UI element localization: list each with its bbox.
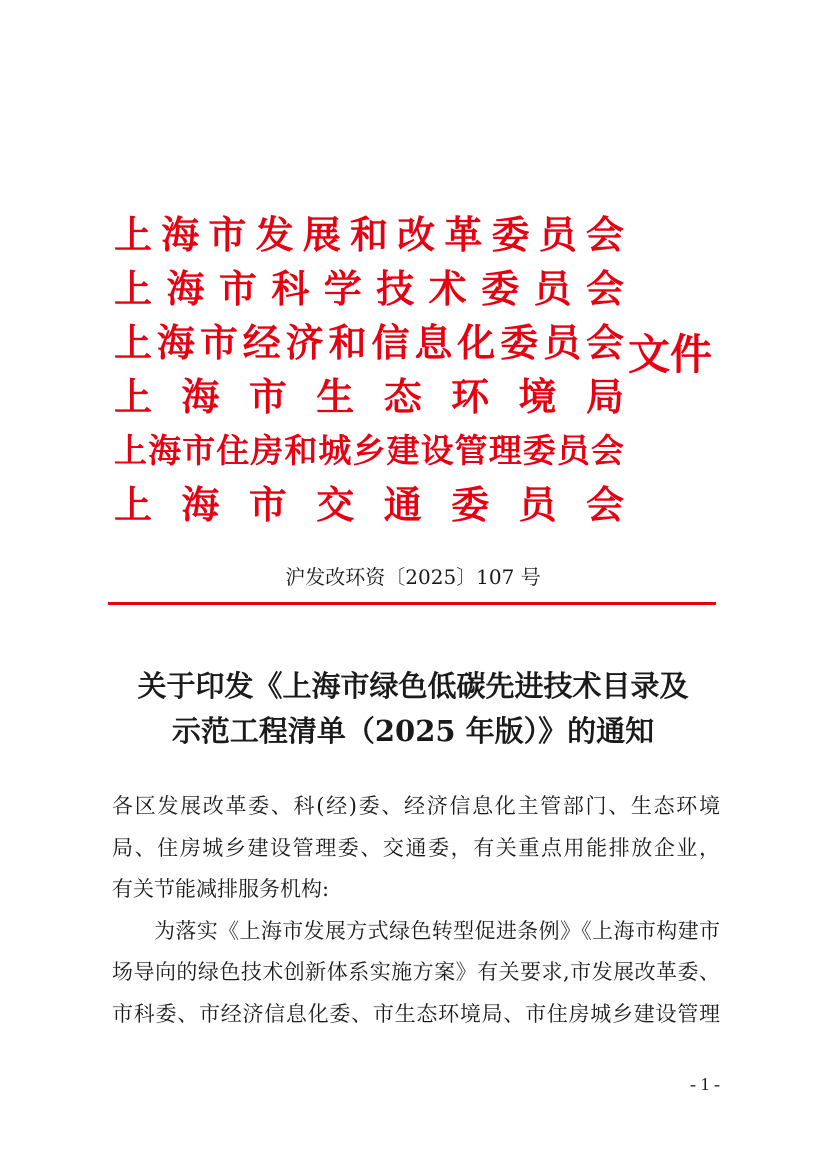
issuer-line: 上 海 市 交 通 委 员 会: [114, 482, 624, 527]
paragraph-line: 为落实《上海市发展方式绿色转型促进条例》《上海市构建市: [154, 918, 720, 943]
page-number: - 1 -: [690, 1074, 720, 1094]
notice-title: [80, 664, 746, 754]
issuer-line: 上 海 市 科 学 技 术 委 员 会: [114, 266, 624, 311]
addressee-line: 有关节能减排服务机构:: [112, 877, 330, 901]
addressee-line: 局、住房城乡建设管理委、交通委，有关重点用能排放企业，: [112, 835, 720, 860]
paragraph-line: 市科委、市经济信息化委、市生态环境局、市住房城乡建设管理: [112, 1001, 720, 1026]
issuer-line: 上 海 市 住 房 和 城 乡 建 设 管 理 委 员 会: [114, 431, 624, 470]
document-word: 文件: [628, 330, 713, 379]
title-line: 示范工程清单（2025 年版）》的通知: [171, 714, 655, 748]
issuer-line: 上 海 市 生 态 环 境 局: [114, 374, 624, 419]
title-line: 关于印发《上海市绿色低碳先进技术目录及: [137, 669, 689, 703]
addressee-line: 各区发展改革委、科(经)委、经济信息化主管部门、生态环境: [112, 794, 720, 818]
red-divider-line: [108, 602, 716, 605]
issuer-line: 上 海 市 经 济 和 信 息 化 委 员 会: [114, 320, 624, 365]
notice-body: [112, 786, 720, 1035]
issuer-line: 上 海 市 发 展 和 改 革 委 员 会: [114, 212, 624, 257]
issuer-list: [114, 208, 624, 532]
document-number: 沪发改环资〔2025〕107 号: [285, 565, 541, 589]
paragraph-line: 场导向的绿色技术创新体系实施方案》有关要求,市发展改革委、: [112, 960, 720, 984]
